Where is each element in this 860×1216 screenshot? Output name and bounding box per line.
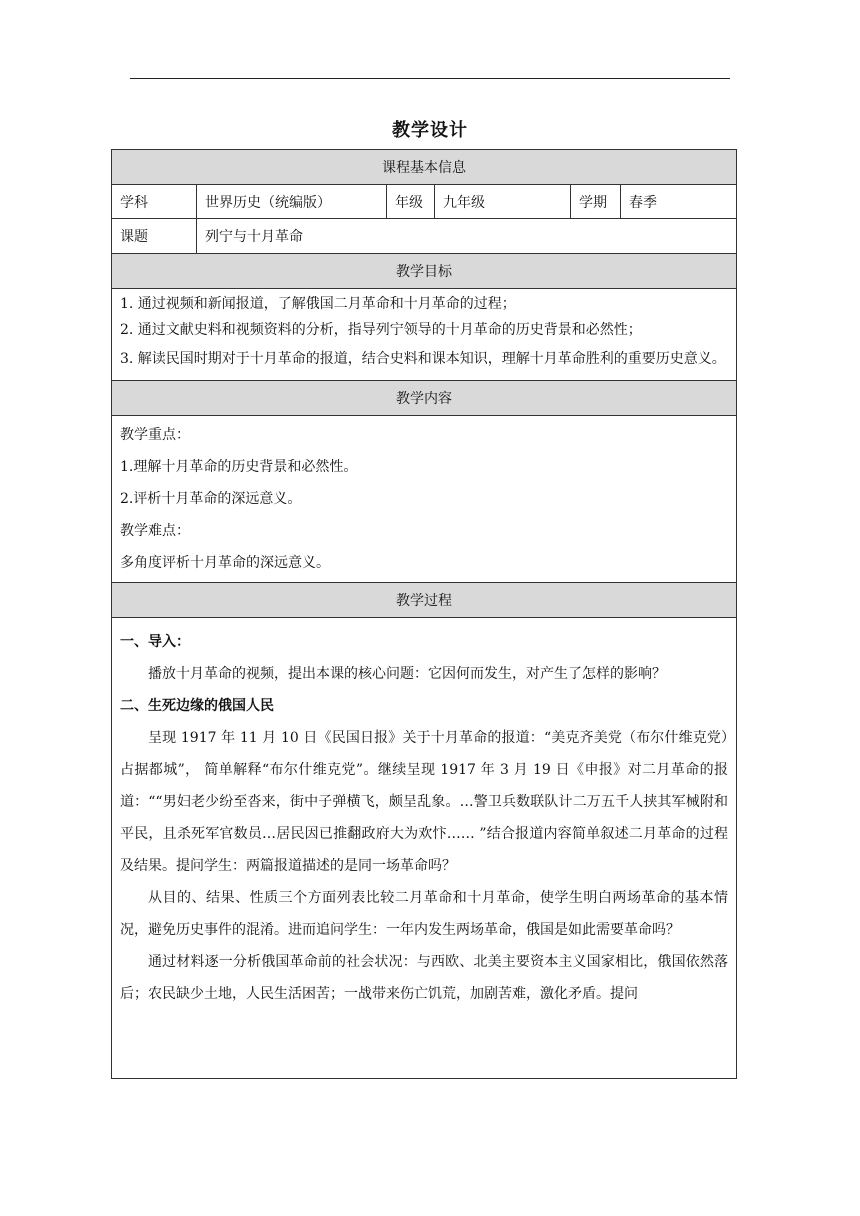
document-title: 教学设计 — [392, 120, 468, 141]
topic-row — [112, 219, 737, 254]
term-value: 春季 — [621, 185, 737, 219]
process-heading: 一、导入： — [120, 634, 190, 650]
section-header-process — [112, 583, 737, 618]
grade-value: 九年级 — [435, 185, 571, 219]
term-label: 学期 — [571, 185, 621, 219]
goal-item: 2. 通过文献史料和视频资料的分析，指导列宁领导的十月革命的历史背景和必然性； — [120, 322, 642, 338]
lesson-design-table — [111, 149, 737, 1079]
process-paragraph: 呈现 1917 年 11 月 10 日《民国日报》关于十月革命的报道：“美克齐美党（布尔什维克党）占据都城”， 简单解释“布尔什维克党”。继续呈现 1917 年 3 月 19 日《申报》对二月革命的报道：““男妇老少纷至沓来，街中子弹横飞，颇呈乱象。…警卫兵数联队计二万五千人挟其军械附和平民，且杀死军官数员…居民因已推翻政府大为欢忭…… ”结合报道内容简单叙述二月革命的过程及结果。提问学生：两篇报道描述的是同一场革命吗？ — [120, 730, 729, 874]
key-points-label: 教学重点： — [120, 427, 190, 443]
section-title: 课程基本信息 — [112, 150, 737, 185]
content-row — [112, 416, 737, 583]
section-title: 教学内容 — [112, 381, 737, 416]
section-title: 教学过程 — [112, 583, 737, 618]
process-row — [112, 618, 737, 1079]
topic-label: 课题 — [112, 219, 197, 254]
goal-item: 1. 通过视频和新闻报道，了解俄国二月革命和十月革命的过程； — [120, 296, 516, 312]
goals-cell — [112, 289, 737, 381]
difficulty-item: 多角度评析十月革命的深远意义。 — [120, 555, 330, 571]
goals-row — [112, 289, 737, 381]
difficulty-label: 教学难点： — [120, 523, 190, 539]
process-paragraph: 从目的、结果、性质三个方面列表比较二月革命和十月革命，使学生明白两场革命的基本情况，避免历史事件的混淆。进而追问学生：一年内发生两场革命，俄国是如此需要革命吗？ — [120, 890, 729, 938]
key-point-item: 1.理解十月革命的历史背景和必然性。 — [120, 459, 358, 475]
header-rule — [130, 78, 730, 79]
process-cell — [112, 618, 737, 1079]
process-heading: 二、生死边缘的俄国人民 — [120, 698, 274, 714]
section-header-goals — [112, 254, 737, 289]
subject-label: 学科 — [112, 185, 197, 219]
grade-label: 年级 — [387, 185, 435, 219]
topic-value: 列宁与十月革命 — [197, 219, 737, 254]
process-paragraph: 播放十月革命的视频，提出本课的核心问题：它因何而发生，对产生了怎样的影响？ — [148, 666, 666, 682]
process-paragraph: 通过材料逐一分析俄国革命前的社会状况：与西欧、北美主要资本主义国家相比，俄国依然落后；农民缺少土地，人民生活困苦；一战带来伤亡饥荒，加剧苦难，激化矛盾。提问 — [120, 954, 729, 1002]
goal-item: 3. 解读民国时期对于十月革命的报道，结合史料和课本知识，理解十月革命胜利的重要历史意义。 — [120, 351, 726, 367]
section-title: 教学目标 — [112, 254, 737, 289]
section-header-basic-info — [112, 150, 737, 185]
subject-value: 世界历史（统编版） — [197, 185, 387, 219]
key-point-item: 2.评析十月革命的深远意义。 — [120, 491, 302, 507]
info-row — [112, 185, 737, 219]
content-cell — [112, 416, 737, 583]
section-header-content — [112, 381, 737, 416]
